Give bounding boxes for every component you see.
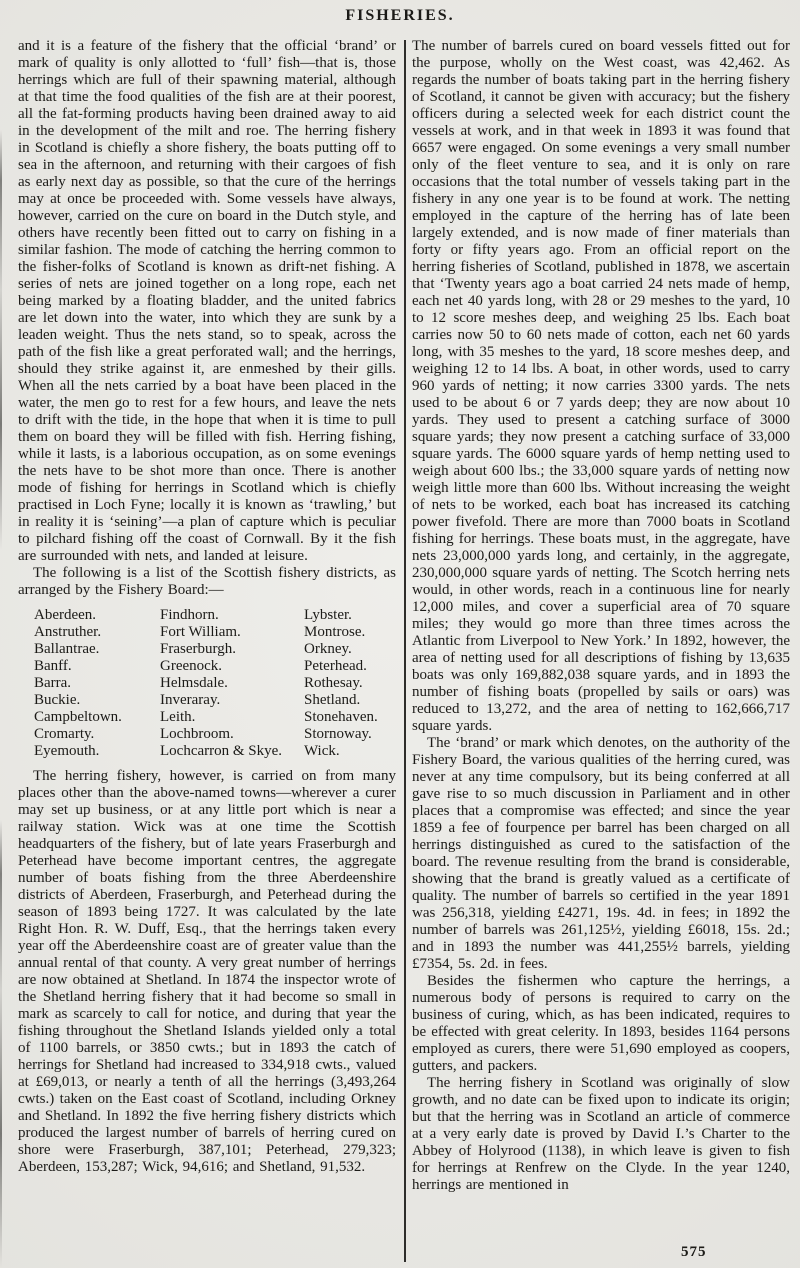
district-column-2: [160, 607, 304, 760]
paragraph-herring-fishery-towns: The herring fishery, however, is carried on from many places other than the above-named towns—wherever a curer may set up business, or at any little port which is near a railway station. Wick was at one time the Scottish headquarters of the fishery, but of late years Fraserburgh and Peterhead have become important centres, the aggregate number of boats fishing from the three Aberdeenshire districts of Aberdeen, Fraserburgh, and Peterhead during the season of 1893 being 1727. It was calculated by the late Right Hon. R. W. Duff, Esq., that the herrings taken every year off the Aberdeenshire coast are of greater value than the annual rental of that county. A very great number of herrings are now obtained at Shetland. In 1874 the inspector wrote of the Shetland herring fishery that it had become so small in mark as scarcely to call for notice, and during that year the fishing throughout the Shetland Islands yielded only a total of 1100 barrels, or 3850 cwts.; but in 1893 the catch of herrings for Shetland had increased to 334,918 cwts., valued at £69,013, or nearly a tenth of all the herrings (3,493,264 cwts.) taken on the East coast of Scotland, including Orkney and Shetland. In 1892 the five herring fishery districts which produced the largest number of barrels of herring cured on shore were Fraserburgh, 387,101; Peterhead, 279,323; Aberdeen, 153,287; Wick, 94,616; and Shetland, 91,532.: [18, 768, 396, 1175]
district-item: Stonehaven.: [304, 709, 378, 725]
two-column-text-area: [18, 38, 790, 1262]
scan-edge-artifact: [0, 130, 2, 550]
district-item: Findhorn.: [160, 607, 219, 623]
scan-edge-artifact: [0, 820, 2, 1268]
paragraph-curers: Besides the fishermen who capture the herrings, a numerous body of persons is required to carry on the business of curing, which, as has been indicated, requires to be effected with great celerity. In 1893, besides 1164 persons employed as curers, there were 51,690 employed as coopers, gutters, and packers.: [412, 973, 790, 1074]
right-column: [412, 38, 790, 1262]
district-item: Lochbroom.: [160, 726, 234, 742]
paragraph-origin: The herring fishery in Scotland was originally of slow growth, and no date can be fixed upon to indicate its origin; but that the herring was in Scotland an article of commerce at a very early date is proved by David I.’s Charter to the Abbey of Holyrood (1138), in which leave is given to fish for herrings at Renfrew on the Clyde. In the year 1240, herrings are mentioned in: [412, 1075, 790, 1193]
district-item: Campbeltown.: [34, 709, 122, 725]
district-item: Wick.: [304, 743, 340, 759]
district-item: Orkney.: [304, 641, 352, 657]
paragraph-districts-intro: The following is a list of the Scottish fishery districts, as arranged by the Fishery Board:—: [18, 565, 396, 598]
district-column-3: [304, 607, 396, 760]
district-item: Banff.: [34, 658, 72, 674]
district-item: Aberdeen.: [34, 607, 97, 623]
district-item: Rothesay.: [304, 675, 363, 691]
column-rule: [404, 40, 406, 1262]
running-head: FISHERIES.: [345, 7, 455, 24]
paragraph-barrels-and-netting: The number of barrels cured on board vessels fitted out for the purpose, wholly on the West coast, was 42,462. As regards the number of boats taking part in the herring fishery of Scotland, it cannot be given with accuracy; but the fishery officers during a selected week for each district count the vessels at work, and in that week in 1893 it was found that 6657 were engaged. On some evenings a very small number only of the fleet venture to sea, and it is only on rare occasions that the total number of vessels taking part in the fishery in any one year is to be found at work. The netting employed in the capture of the herring has of late been largely extended, and is now made of finer materials than forty or fifty years ago. From an official report on the herring fisheries of Scotland, published in 1878, we ascertain that ‘Twenty years ago a boat carried 24 nets made of hemp, each net 40 yards long, with 28 or 29 meshes to the yard, 10 to 12 score meshes deep, and weighing 25 lbs. Each boat carries now 50 to 60 nets made of cotton, each net 60 yards long, with 35 meshes to the yard, 18 score meshes deep, and weighing 12 to 14 lbs. A boat, in other words, used to carry 960 yards of netting; it now carries 3300 yards. The nets used to be about 6 or 7 yards deep; they are now about 10 yards. They used to present a catching surface of 3000 square yards; they now present a catching surface of 33,000 square yards. The 6000 square yards of hemp netting used to weigh about 600 lbs.; the 33,000 square yards of netting now weigh little more than 600 lbs. Without increasing the weight of nets to be worked, each boat has increased its catching power fivefold. There are more than 7000 boats in Scotland fishing for herrings. These boats must, in the aggregate, have nets 23,000,000 yards long, and certainly, in the aggregate, 230,000,000 square yards of netting. The Scotch herring nets would, in other words, reach in a continuous line for nearly 12,000 miles, and cover a superficial area of 70 square miles; they would go more than three times across the Atlantic from Liverpool to New York.’ In 1892, however, the area of netting used for all descriptions of fishing by 13,635 boats was only 169,882,038 square yards, and in 1893 the number of fishing boats (propelled by sails or oars) was reduced to 13,272, and the area of netting to 162,666,717 square yards.: [412, 38, 790, 734]
district-item: Lybster.: [304, 607, 352, 623]
page-number: 575: [681, 1244, 707, 1260]
paragraph-brand-continuation: and it is a feature of the fishery that the official ‘brand’ or mark of quality is only allotted to ‘full’ fish—that is, those herrings which are full of their spawning material, although at that time the food qualities of the fish are at their poorest, all the fat-forming products having been drained away to aid in the development of the milt and roe. The herring fishery in Scotland is chiefly a shore fishery, the boats putting off to sea in the afternoon, and returning with their cargoes of fish as early next day as possible, so that the cure of the herrings may at once be proceeded with. Some vessels have always, however, carried on the cure on board in the Dutch style, and others have recently been fitted out to carry on fishing in a similar fashion. The mode of catching the herring common to the fisher-folks of Scotland is known as drift-net fishing. A series of nets are joined together on a long rope, each net being marked by a floating bladder, and the united fabrics are let down into the water, into which they are sunk by a leaden weight. Thus the nets stand, so to speak, across the path of the fish like a great perforated wall; and the herrings, should they strike against it, are enmeshed by their gills. When all the nets carried by a boat have been placed in the water, the men go to rest for a few hours, and leave the nets to drift with the tide, in the hope that when it is time to pull them on board they will be filled with fish. Herring fishing, while it lasts, is a laborious occupation, as on some evenings the nets have to be shot more than once. There is another mode of fishing for herrings in Scotland which is chiefly practised in Loch Fyne; locally it is known as ‘trawling,’ but in reality it is ‘seining’—a plan of capture which is peculiar to pilchard fishing off the coast of Cornwall. By it the fish are surrounded with nets, and landed at leisure.: [18, 38, 396, 564]
district-list: [34, 607, 396, 760]
district-item: Fraserburgh.: [160, 641, 236, 657]
district-item: Leith.: [160, 709, 196, 725]
district-item: Montrose.: [304, 624, 366, 640]
district-item: Eyemouth.: [34, 743, 100, 759]
district-item: Barra.: [34, 675, 72, 691]
district-item: Ballantrae.: [34, 641, 100, 657]
district-item: Cromarty.: [34, 726, 95, 742]
district-item: Fort William.: [160, 624, 241, 640]
district-item: Helmsdale.: [160, 675, 228, 691]
district-item: Anstruther.: [34, 624, 102, 640]
district-column-1: [34, 607, 160, 760]
district-item: Shetland.: [304, 692, 361, 708]
district-item: Inveraray.: [160, 692, 221, 708]
left-column: [18, 38, 396, 1262]
district-item: Buckie.: [34, 692, 81, 708]
district-item: Greenock.: [160, 658, 223, 674]
district-item: Peterhead.: [304, 658, 367, 674]
district-item: Stornoway.: [304, 726, 372, 742]
paragraph-brand-fees: The ‘brand’ or mark which denotes, on the authority of the Fishery Board, the various qualities of the herring cured, was never at any time compulsory, but its being conferred at all gave rise to so much discussion in Parliament and in other places that a compromise was effected; and since the year 1859 a fee of fourpence per barrel has been charged on all herrings distinguished as cured to the satisfaction of the board. The revenue resulting from the brand is considerable, showing that the brand is greatly valued as a certificate of quality. The number of barrels so certified in the year 1891 was 256,318, yielding £4271, 19s. 4d. in fees; in 1892 the number of barrels was 261,125½, yielding £6018, 15s. 2d.; and in 1893 the number was 441,255½ barrels, yielding £7354, 5s. 2d. in fees.: [412, 735, 790, 972]
district-item: Lochcarron & Skye.: [160, 743, 283, 759]
